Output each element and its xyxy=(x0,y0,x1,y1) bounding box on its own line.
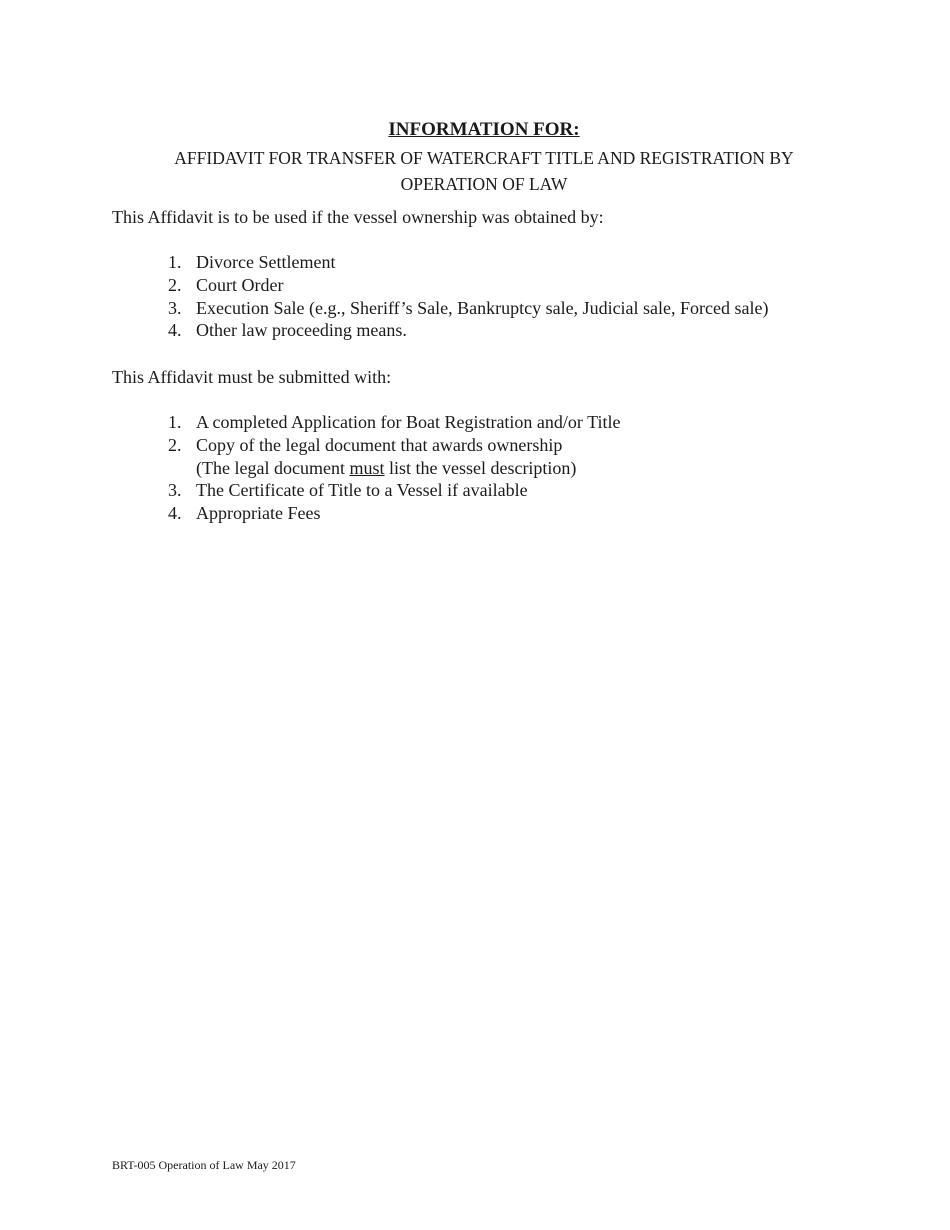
list-item xyxy=(160,502,620,525)
list-item-text: Copy of the legal document that awards ownership xyxy=(196,434,563,455)
list-item xyxy=(160,319,769,342)
list-item xyxy=(160,251,769,274)
document-subheading: AFFIDAVIT FOR TRANSFER OF WATERCRAFT TITLE AND REGISTRATION BY OPERATION OF LAW xyxy=(174,148,794,194)
intro-submitted-paragraph: This Affidavit must be submitted with: xyxy=(112,367,392,387)
note-emphasis: must xyxy=(349,457,385,478)
list-item xyxy=(160,297,769,320)
list-item-text: Divorce Settlement xyxy=(196,252,336,272)
note-text-before: (The legal document xyxy=(196,457,350,478)
obtained-by-list xyxy=(160,251,769,342)
list-item-text: Other law proceeding means. xyxy=(196,320,407,341)
list-item xyxy=(160,411,620,434)
note-text-after: list the vessel description) xyxy=(384,457,577,478)
intro-obtained-paragraph: This Affidavit is to be used if the vessel ownership was obtained by: xyxy=(112,207,604,227)
document-heading: INFORMATION FOR: xyxy=(388,119,580,140)
list-item-note xyxy=(196,458,576,478)
list-item-number: 1. xyxy=(168,412,182,432)
list-item xyxy=(160,479,620,502)
document-footer: BRT-005 Operation of Law May 2017 xyxy=(112,1158,296,1172)
list-item xyxy=(160,274,769,297)
list-item-text: Appropriate Fees xyxy=(196,503,321,524)
submitted-with-list xyxy=(160,411,620,525)
list-item-text: The Certificate of Title to a Vessel if available xyxy=(196,480,528,501)
list-item-text: Court Order xyxy=(196,274,284,295)
list-item-number: 1. xyxy=(168,252,182,272)
list-item-number: 2. xyxy=(168,434,182,455)
list-item-number: 3. xyxy=(168,480,182,501)
list-item-text: A completed Application for Boat Registration and/or Title xyxy=(196,412,621,432)
list-item-number: 4. xyxy=(168,503,182,524)
list-item-number: 4. xyxy=(168,320,182,341)
list-item-number: 3. xyxy=(168,297,182,318)
list-item-text: Execution Sale (e.g., Sheriff’s Sale, Bankruptcy sale, Judicial sale, Forced sale) xyxy=(196,297,769,318)
list-item-number: 2. xyxy=(168,274,182,295)
list-item xyxy=(160,434,620,480)
